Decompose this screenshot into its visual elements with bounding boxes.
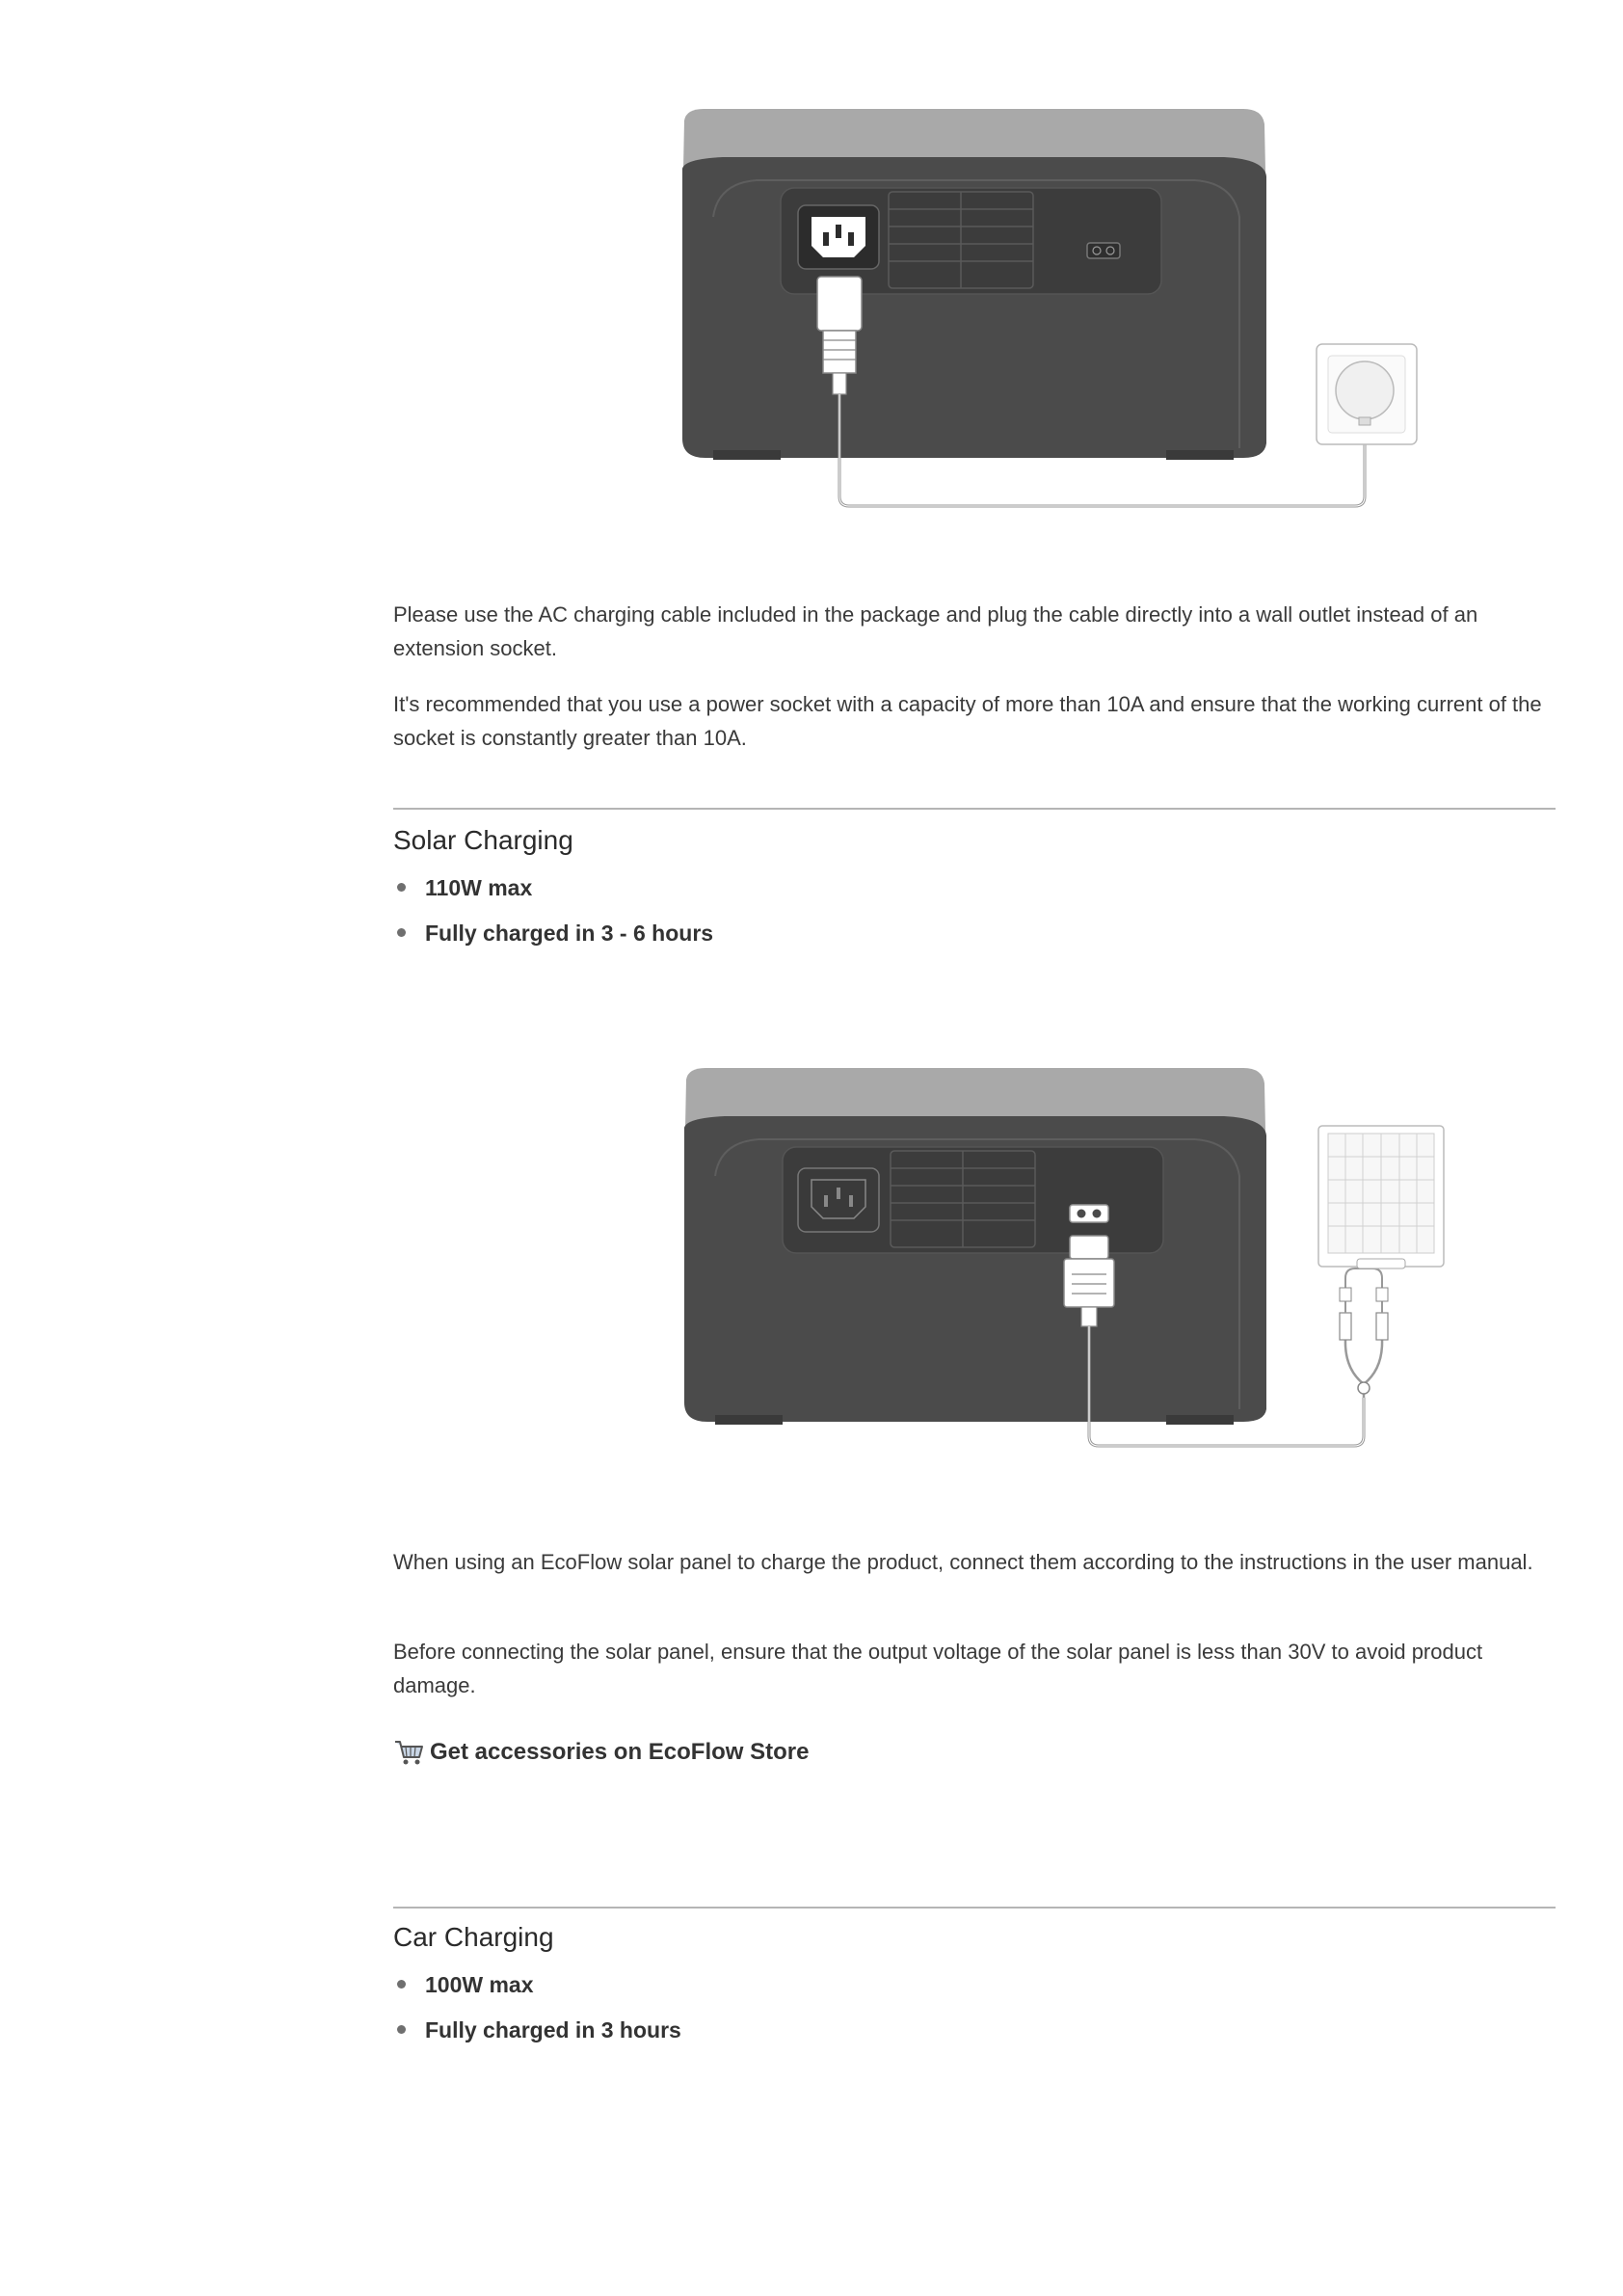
bullet-dot [397,928,406,937]
solar-paragraph-2: Before connecting the solar panel, ensure that the output voltage of the solar panel is less than 30V to avoid product damage. [393,1640,1483,1697]
car-bullet-text: 100W max [425,1972,534,1997]
car-charging-title: Car Charging [393,1922,554,1952]
car-bullet-item [397,2017,681,2043]
shopping-cart-icon [393,1738,424,1767]
car-bullet-item [397,1972,534,1998]
solar-bullet-item [397,875,532,901]
store-link-label: Get accessories on EcoFlow Store [430,1739,810,1765]
solar-paragraph-1: When using an EcoFlow solar panel to charge the product, connect them according to the instructions in the user manual. [393,1550,1533,1574]
car-section-divider [393,1907,1556,1909]
solar-bullet-text: Fully charged in 3 - 6 hours [425,921,714,946]
car-bullet-text: Fully charged in 3 hours [425,2017,681,2042]
bullet-dot [397,2025,406,2034]
ac-charging-illustration [665,101,1436,525]
solar-bullet-item [397,921,713,947]
ecoflow-store-link[interactable] [393,1738,809,1767]
ac-paragraph-1: Please use the AC charging cable included in the package and plug the cable directly into a wall outlet instead of an extension socket. [393,602,1478,660]
solar-charging-illustration [665,1060,1455,1484]
ac-paragraph-2: It's recommended that you use a power socket with a capacity of more than 10A and ensure that the working current of the socket is constantly greater than 10A. [393,692,1542,750]
solar-bullet-text: 110W max [425,875,533,900]
bullet-dot [397,1980,406,1989]
bullet-dot [397,883,406,892]
solar-charging-title: Solar Charging [393,825,573,855]
solar-section-divider [393,808,1556,810]
